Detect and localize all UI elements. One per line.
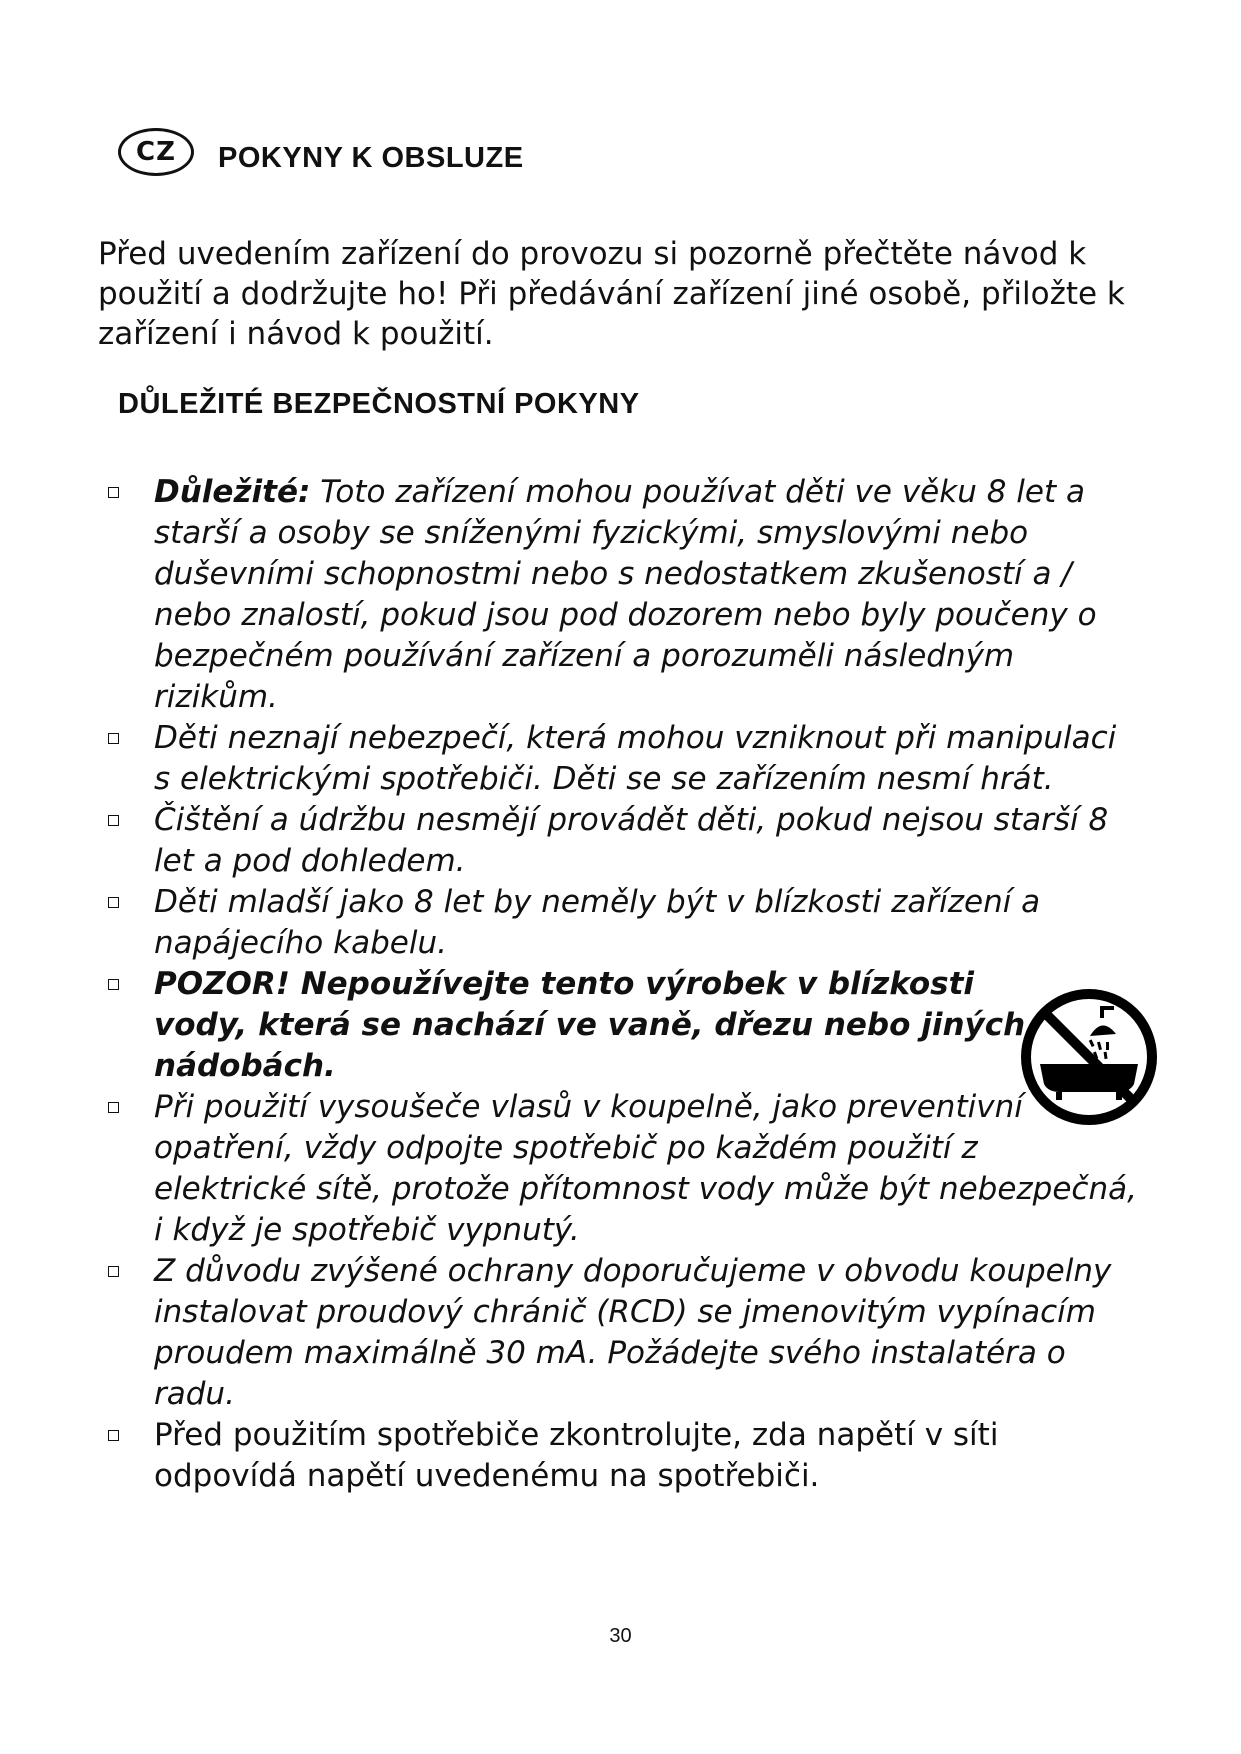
list-item [108,1087,1138,1251]
intro-paragraph: Před uvedením zařízení do provozu si pozorně přečtěte návod k použití a dodržujte ho! Při předávání zařízení jiné osobě, přiložte k zařízení i návod k použití. [98,236,1125,352]
item-text: Toto zařízení mohou používat děti ve věku 8 let a starší a osoby se sníženými fyzickými, smyslovými nebo duševními schopnostmi nebo s nedostatkem zkušeností a / nebo znalostí, pokud jsou pod dozorem nebo byly poučeny o bezpečném používání zařízení a porozuměli následným rizikům. [154,474,1097,715]
item-text: POZOR! Nepoužívejte tento výrobek v blízkosti vody, která se nachází ve vaně, dřezu nebo jiných nádobách. [154,966,1026,1084]
checkbox-bullet-icon [108,1430,119,1441]
checkbox-bullet-icon [108,1102,119,1113]
list-item-warning [108,964,1054,1087]
checkbox-bullet-icon [108,1266,119,1277]
checkbox-bullet-icon [108,733,119,744]
item-text: Z důvodu zvýšené ochrany doporučujeme v obvodu koupelny instalovat proudový chránič (RCD) se jmenovitým vypínacím proudem maximálně 30 mA. Požádejte svého instalatéra o radu. [154,1253,1112,1412]
item-lead: Důležité: [154,474,311,510]
list-item [108,1251,1138,1415]
checkbox-bullet-icon [108,815,119,826]
item-text: Při použití vysoušeče vlasů v koupelně, jako preventivní opatření, vždy odpojte spotřebič po každém použití z elektrické sítě, protože přítomnost vody může být nebezpečná, i když je spotřebič vypnutý. [154,1089,1137,1248]
section-heading: DŮLEŽITÉ BEZPEČNOSTNÍ POKYNY [118,388,640,420]
list-item [108,882,1138,964]
page-number: 30 [609,1625,632,1647]
item-text: Čištění a údržbu nesmějí provádět děti, pokud nejsou starší 8 let a pod dohledem. [154,802,1109,879]
list-item [108,800,1138,882]
list-item [108,1415,1138,1497]
item-text: Děti mladší jako 8 let by neměly být v blízkosti zařízení a napájecího kabelu. [154,884,1041,961]
checkbox-bullet-icon [108,979,119,990]
page-title: POKYNY K OBSLUZE [218,142,524,174]
no-use-near-bathtub-icon [1018,986,1160,1128]
item-text: Děti neznají nebezpečí, která mohou vzniknout při manipulaci s elektrickými spotřebiči. Děti se se zařízením nesmí hrát. [154,720,1117,797]
country-code-badge: CZ [118,128,194,176]
list-item [108,718,1138,800]
item-text: Před použitím spotřebiče zkontrolujte, zda napětí v síti odpovídá napětí uvedenému na spotřebiči. [154,1417,999,1494]
list-item [108,472,1138,718]
checkbox-bullet-icon [108,487,119,498]
safety-instructions-list [108,472,1138,1497]
checkbox-bullet-icon [108,897,119,908]
